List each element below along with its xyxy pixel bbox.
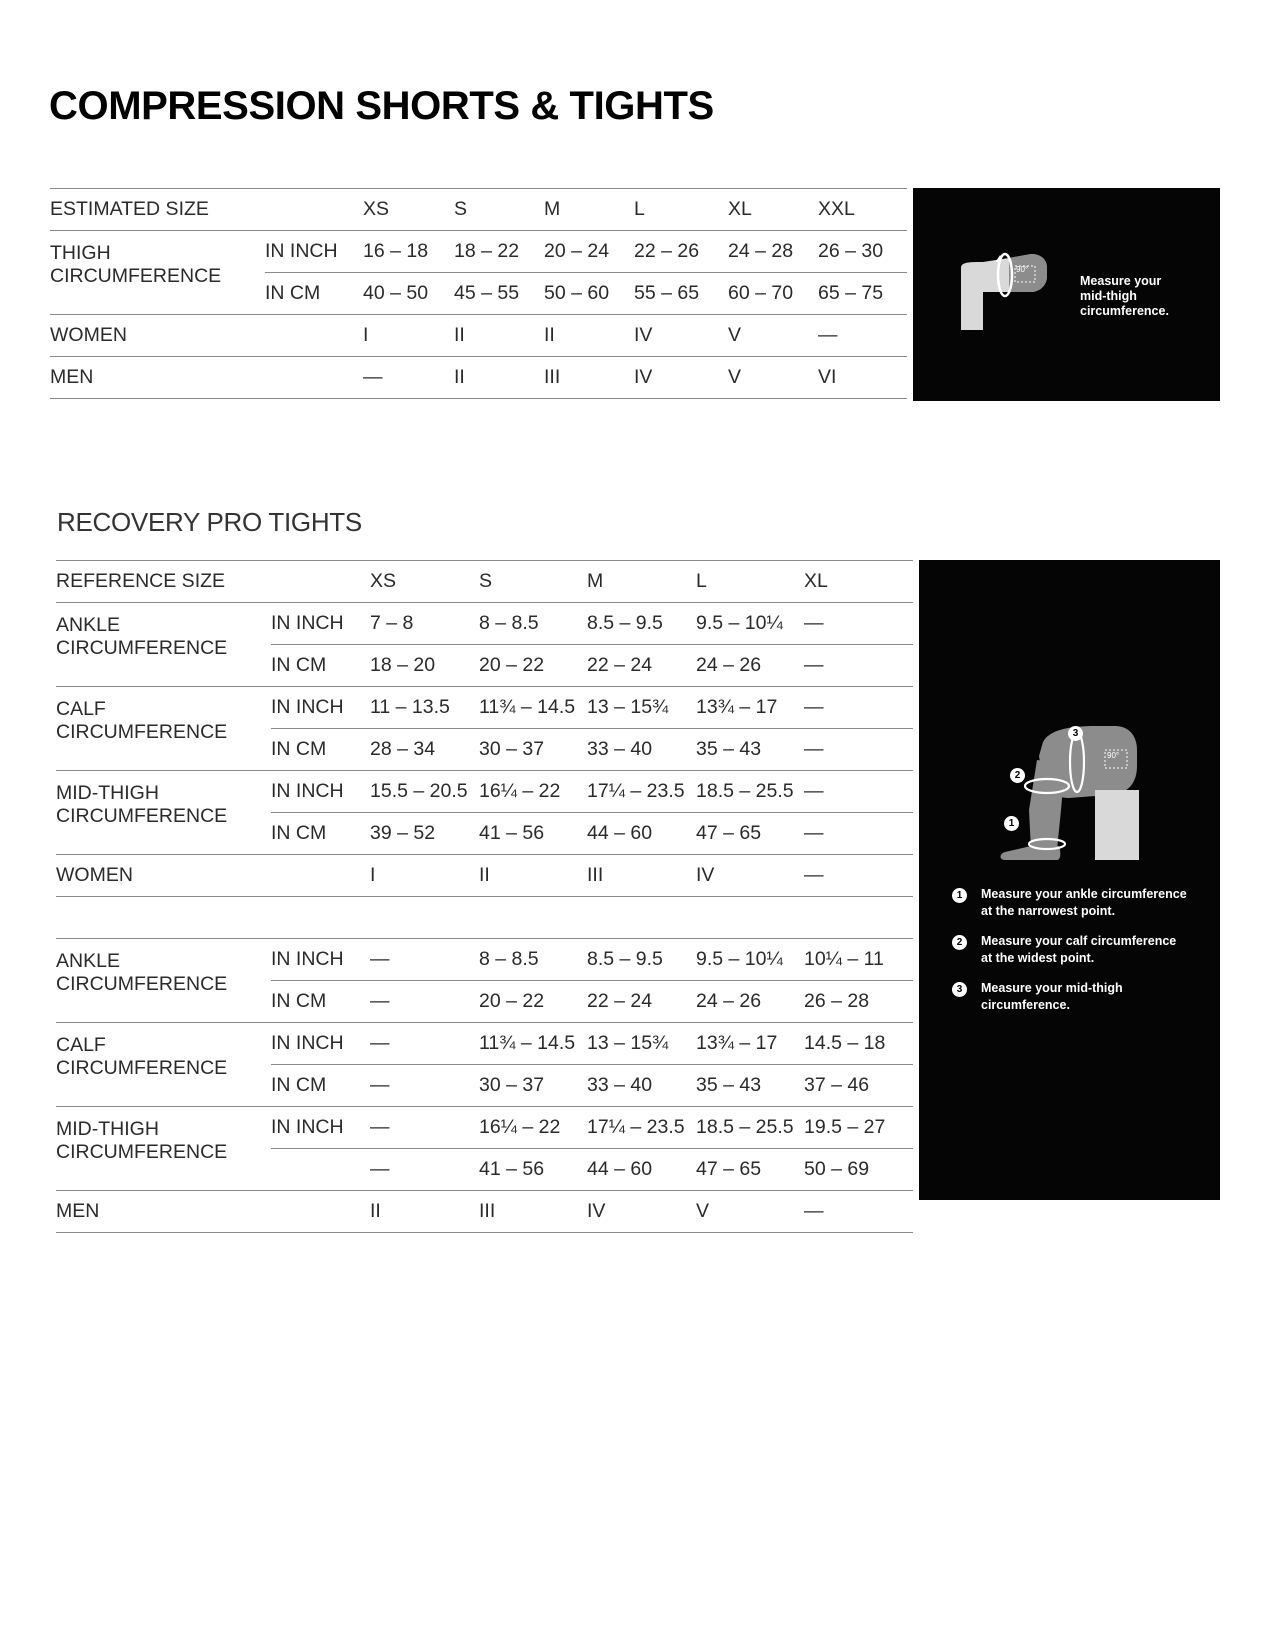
table-row: [50, 231, 907, 273]
table-cell: —: [804, 855, 913, 897]
angle-label: 90°: [1107, 751, 1120, 760]
thigh-measure-illustration: [913, 188, 1063, 401]
instruction-line: Measure your calf circumference: [981, 934, 1177, 948]
estimated-size-label: ESTIMATED SIZE: [50, 189, 363, 231]
table-row: [56, 1023, 913, 1065]
unit-label: IN CM: [265, 273, 363, 315]
table-cell: 20 – 22: [479, 981, 587, 1023]
table-cell: —: [363, 357, 454, 399]
unit-label: IN CM: [271, 1065, 370, 1107]
table-cell: 33 – 40: [587, 1065, 696, 1107]
table-cell: II: [544, 315, 634, 357]
instruction-calf: [981, 933, 1196, 967]
table-cell: 50 – 69: [804, 1149, 913, 1191]
measurement-label: [56, 603, 271, 687]
table-cell: —: [370, 981, 479, 1023]
table-cell: VI: [818, 357, 907, 399]
women-label: WOMEN: [50, 315, 363, 357]
leg-measure-panel: [919, 560, 1220, 1200]
men-measurements: [56, 939, 913, 1191]
instruction-line: mid-thigh: [1080, 289, 1137, 303]
table-row: [56, 771, 913, 813]
instruction-line: Measure your mid-thigh: [981, 981, 1123, 995]
size-header: L: [634, 189, 728, 231]
table-row: [50, 357, 907, 399]
label-line: CIRCUMFERENCE: [56, 721, 228, 743]
table-cell: I: [363, 315, 454, 357]
instruction-number: 1: [952, 888, 967, 903]
table-cell: 40 – 50: [363, 273, 454, 315]
table-cell: —: [370, 1149, 479, 1191]
table-row: [56, 855, 913, 897]
size-header: S: [479, 561, 587, 603]
table-cell: 13 – 15¾: [587, 687, 696, 729]
table-cell: —: [804, 645, 913, 687]
table-cell: 18.5 – 25.5: [696, 771, 804, 813]
men-label: MEN: [56, 1191, 370, 1233]
section-divider: [56, 897, 913, 939]
instruction-line: Measure your: [1080, 274, 1162, 288]
size-header: XL: [804, 561, 913, 603]
compression-size-table: [50, 188, 907, 399]
label-line: CIRCUMFERENCE: [56, 637, 228, 659]
table-cell: 30 – 37: [479, 1065, 587, 1107]
recovery-tights-size-table: [56, 560, 913, 1233]
table-cell: 13 – 15¾: [587, 1023, 696, 1065]
instruction-line: circumference.: [1080, 304, 1169, 318]
table-cell: 30 – 37: [479, 729, 587, 771]
table-cell: II: [479, 855, 587, 897]
table-cell: 11 – 13.5: [370, 687, 479, 729]
measurement-label: [56, 1107, 271, 1191]
label-line: ANKLE: [56, 614, 120, 636]
table-cell: 18.5 – 25.5: [696, 1107, 804, 1149]
label-line: CIRCUMFERENCE: [56, 973, 228, 995]
table-cell: II: [370, 1191, 479, 1233]
table-cell: III: [544, 357, 634, 399]
table-cell: 65 – 75: [818, 273, 907, 315]
measurement-label: [56, 939, 271, 1023]
unit-label: [271, 1149, 370, 1191]
table-cell: 20 – 24: [544, 231, 634, 273]
table-cell: IV: [634, 357, 728, 399]
table-cell: III: [587, 855, 696, 897]
table-cell: 47 – 65: [696, 1149, 804, 1191]
table-cell: 17¼ – 23.5: [587, 771, 696, 813]
table-cell: 20 – 22: [479, 645, 587, 687]
table-cell: 13¾ – 17: [696, 1023, 804, 1065]
table-cell: V: [728, 357, 818, 399]
table-cell: 41 – 56: [479, 813, 587, 855]
marker-badge: 3: [1068, 726, 1083, 741]
table-cell: V: [696, 1191, 804, 1233]
table-cell: —: [370, 939, 479, 981]
table-cell: 18 – 22: [454, 231, 544, 273]
unit-label: IN INCH: [271, 1107, 370, 1149]
women-measurements: [56, 603, 913, 855]
table-cell: 55 – 65: [634, 273, 728, 315]
table-cell: IV: [696, 855, 804, 897]
table-cell: 44 – 60: [587, 1149, 696, 1191]
table-cell: —: [370, 1107, 479, 1149]
table-row: [56, 1191, 913, 1233]
table-cell: —: [370, 1065, 479, 1107]
table-row: [56, 687, 913, 729]
table-cell: 60 – 70: [728, 273, 818, 315]
table-cell: 35 – 43: [696, 1065, 804, 1107]
table-cell: IV: [587, 1191, 696, 1233]
women-label: WOMEN: [56, 855, 370, 897]
table-cell: 26 – 28: [804, 981, 913, 1023]
table-cell: —: [804, 813, 913, 855]
unit-label: IN CM: [271, 729, 370, 771]
label-line: CIRCUMFERENCE: [56, 1057, 228, 1079]
table-cell: 17¼ – 23.5: [587, 1107, 696, 1149]
table-cell: 11¾ – 14.5: [479, 1023, 587, 1065]
table-row: [56, 939, 913, 981]
size-header: XS: [363, 189, 454, 231]
measurement-label: [56, 1023, 271, 1107]
table-cell: 14.5 – 18: [804, 1023, 913, 1065]
instruction-line: Measure your ankle circumference: [981, 887, 1187, 901]
label-line: CALF: [56, 1034, 106, 1056]
table-cell: 41 – 56: [479, 1149, 587, 1191]
table-cell: 39 – 52: [370, 813, 479, 855]
reference-size-label: REFERENCE SIZE: [56, 561, 370, 603]
divider-cell: [56, 897, 913, 939]
table-cell: 18 – 20: [370, 645, 479, 687]
table-row: [50, 315, 907, 357]
table-cell: 15.5 – 20.5: [370, 771, 479, 813]
table-cell: 11¾ – 14.5: [479, 687, 587, 729]
page-title: COMPRESSION SHORTS & TIGHTS: [49, 84, 714, 128]
instruction-number: 2: [952, 935, 967, 950]
table-cell: II: [454, 357, 544, 399]
label-line: MID-THIGH: [56, 782, 159, 804]
table-cell: 24 – 28: [728, 231, 818, 273]
table-cell: 9.5 – 10¼: [696, 603, 804, 645]
table-cell: 16¼ – 22: [479, 771, 587, 813]
table-cell: 33 – 40: [587, 729, 696, 771]
instruction-number: 3: [952, 982, 967, 997]
table-cell: —: [818, 315, 907, 357]
table-cell: 47 – 65: [696, 813, 804, 855]
unit-label: IN CM: [271, 645, 370, 687]
table-cell: 16¼ – 22: [479, 1107, 587, 1149]
label-line: CIRCUMFERENCE: [56, 1141, 228, 1163]
unit-label: IN INCH: [271, 687, 370, 729]
instruction-mid-thigh: [981, 980, 1196, 1014]
table-cell: 44 – 60: [587, 813, 696, 855]
instruction-line: circumference.: [981, 998, 1070, 1012]
table-cell: 50 – 60: [544, 273, 634, 315]
instruction-line: at the widest point.: [981, 951, 1095, 965]
table-cell: III: [479, 1191, 587, 1233]
table-row: [56, 1107, 913, 1149]
table-cell: —: [370, 1023, 479, 1065]
table-header-row: [50, 189, 907, 231]
panel-instruction: [1080, 274, 1169, 319]
table-cell: 8 – 8.5: [479, 603, 587, 645]
unit-label: IN INCH: [265, 231, 363, 273]
size-header: XS: [370, 561, 479, 603]
unit-label: IN CM: [271, 981, 370, 1023]
table-cell: IV: [634, 315, 728, 357]
label-line: CIRCUMFERENCE: [50, 265, 222, 287]
label-line: CIRCUMFERENCE: [56, 805, 228, 827]
men-label: MEN: [50, 357, 363, 399]
table-cell: 9.5 – 10¼: [696, 939, 804, 981]
table-cell: 22 – 26: [634, 231, 728, 273]
table-cell: 24 – 26: [696, 645, 804, 687]
measurement-label: [56, 687, 271, 771]
measurement-label: [56, 771, 271, 855]
table-cell: 10¼ – 11: [804, 939, 913, 981]
table-cell: 28 – 34: [370, 729, 479, 771]
unit-label: IN INCH: [271, 603, 370, 645]
table-cell: 35 – 43: [696, 729, 804, 771]
label-line: MID-THIGH: [56, 1118, 159, 1140]
table-cell: 24 – 26: [696, 981, 804, 1023]
table-header-row: [56, 561, 913, 603]
section-title: RECOVERY PRO TIGHTS: [57, 507, 362, 537]
table-cell: 8.5 – 9.5: [587, 939, 696, 981]
table-cell: 16 – 18: [363, 231, 454, 273]
marker-badge: 2: [1010, 768, 1025, 783]
table-cell: —: [804, 1191, 913, 1233]
size-header: L: [696, 561, 804, 603]
angle-label: 90°: [1016, 265, 1029, 274]
instruction-ankle: [981, 886, 1196, 920]
table-cell: 26 – 30: [818, 231, 907, 273]
table-cell: 13¾ – 17: [696, 687, 804, 729]
table-cell: —: [804, 771, 913, 813]
size-header: XL: [728, 189, 818, 231]
label-line: ANKLE: [56, 950, 120, 972]
table-cell: —: [804, 729, 913, 771]
table-cell: I: [370, 855, 479, 897]
size-header: M: [544, 189, 634, 231]
table-cell: II: [454, 315, 544, 357]
marker-badge: 1: [1004, 816, 1019, 831]
unit-label: IN INCH: [271, 1023, 370, 1065]
table-cell: 19.5 – 27: [804, 1107, 913, 1149]
table-cell: —: [804, 603, 913, 645]
thigh-measure-panel: [913, 188, 1220, 401]
table-cell: 22 – 24: [587, 981, 696, 1023]
unit-label: IN INCH: [271, 771, 370, 813]
instruction-line: at the narrowest point.: [981, 904, 1116, 918]
table-cell: 8.5 – 9.5: [587, 603, 696, 645]
table-row: [56, 603, 913, 645]
size-header: M: [587, 561, 696, 603]
table-cell: —: [804, 687, 913, 729]
unit-label: IN CM: [271, 813, 370, 855]
label-line: CALF: [56, 698, 106, 720]
label-line: THIGH: [50, 242, 111, 264]
unit-label: IN INCH: [271, 939, 370, 981]
table-cell: 7 – 8: [370, 603, 479, 645]
table-cell: 37 – 46: [804, 1065, 913, 1107]
thigh-circumference-label: [50, 231, 265, 315]
table-cell: 22 – 24: [587, 645, 696, 687]
table-cell: 8 – 8.5: [479, 939, 587, 981]
size-header: XXL: [818, 189, 907, 231]
table-cell: V: [728, 315, 818, 357]
size-header: S: [454, 189, 544, 231]
leg-measure-illustration: [919, 560, 1220, 860]
table-cell: 45 – 55: [454, 273, 544, 315]
